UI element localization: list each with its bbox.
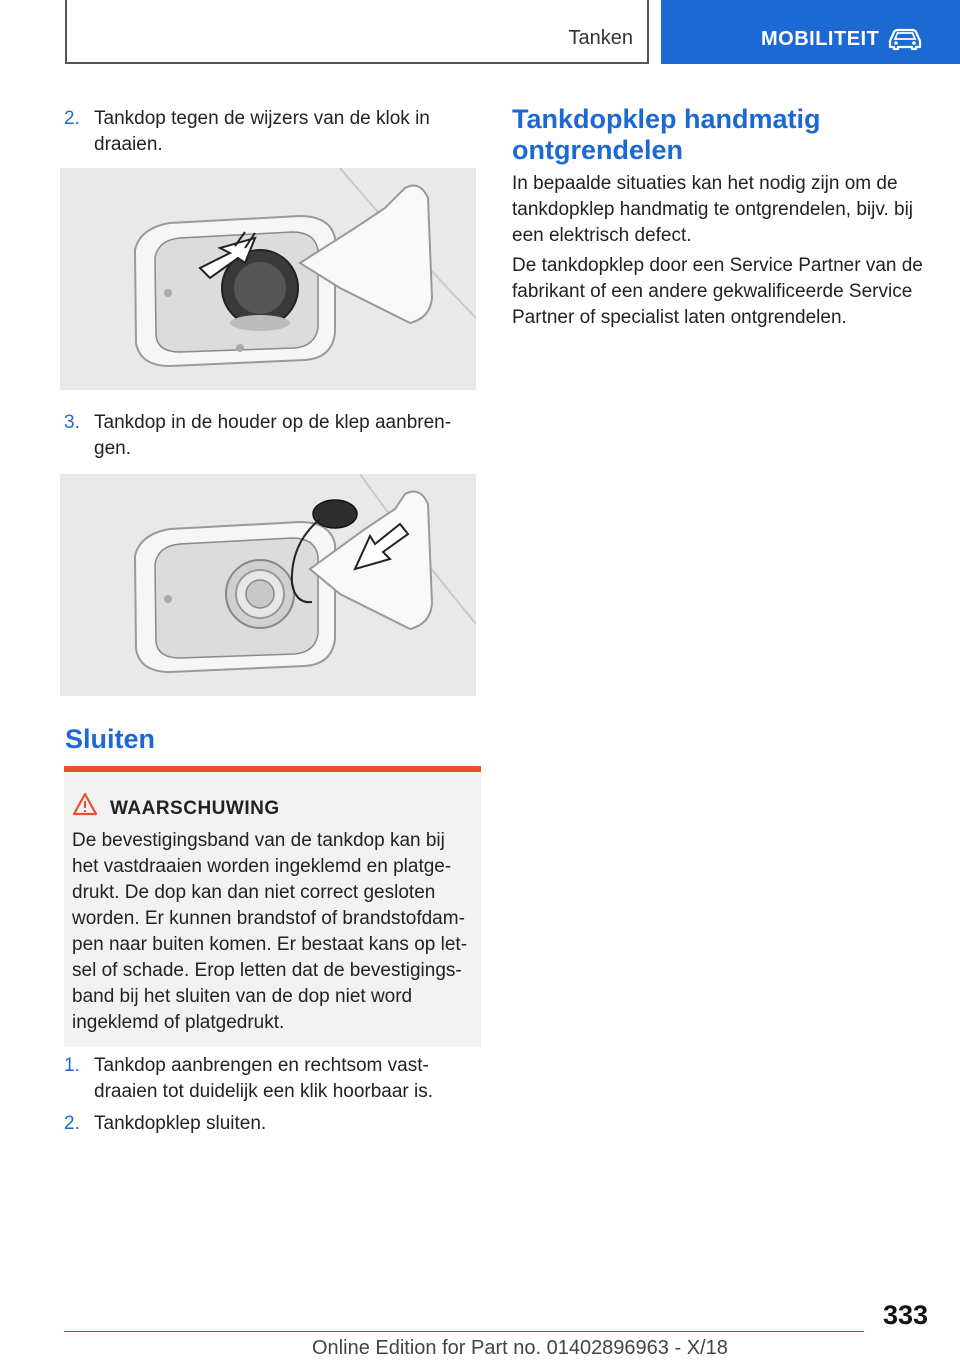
step-text: Tankdop aanbrengen en rechtsom vast-draaien tot duidelijk een klik hoorbaar is. — [94, 1055, 434, 1102]
step-number: 3. — [64, 412, 80, 433]
step-number: 2. — [64, 1113, 80, 1134]
section-title-sluiten: Sluiten — [65, 724, 156, 754]
chapter-tab[interactable] — [661, 0, 960, 64]
step-text: Tankdop tegen de wijzers van de klok in draaien. — [94, 108, 430, 155]
header-section-title: Tanken — [568, 27, 633, 49]
warning-title: WAARSCHUWING — [110, 798, 280, 819]
paragraph: De tankdopklep door een Service Partner van de fabrikant of een andere gekwalificeerde Service Partner of specialist laten ontgrendelen. — [512, 255, 923, 328]
fuel-cap-turn-illustration — [60, 168, 476, 390]
page-number: 333 — [882, 1300, 928, 1330]
step-number: 1. — [64, 1055, 80, 1076]
section-title-handmatig-ontgrendelen: Tankdopklep handmatig ontgrendelen — [512, 104, 821, 165]
warning-box — [64, 766, 481, 1047]
header-section-box — [65, 0, 649, 64]
footer-edition-text: Online Edition for Part no. 01402896963 - X/18 — [312, 1337, 728, 1359]
car-icon — [887, 27, 923, 51]
warning-triangle-icon — [72, 792, 98, 816]
paragraph: In bepaalde situaties kan het nodig zijn om de tankdopklep handmatig te ontgrendelen, bijv. bij een elektrisch defect. — [512, 173, 914, 246]
footer-divider — [64, 1331, 864, 1332]
fuel-cap-holder-illustration — [60, 474, 476, 696]
step-number: 2. — [64, 108, 80, 129]
step-text: Tankdopklep sluiten. — [94, 1113, 267, 1134]
warning-text: De bevestigingsband van de tankdop kan bij het vastdraaien worden ingeklemd en platge-drukt. De dop kan dan niet correct gesloten worden. Er kunnen brandstof of brandstofdam-pen naar buiten komen. Er bestaat kans op let-sel of schade. Erop letten dat de bevestigings-band bij het sluiten van de dop niet word ingeklemd of platgedrukt. — [72, 830, 468, 1033]
step-text: Tankdop in de houder op de klep aanbren-gen. — [94, 412, 452, 459]
chapter-tab-label: MOBILITEIT — [761, 28, 880, 50]
